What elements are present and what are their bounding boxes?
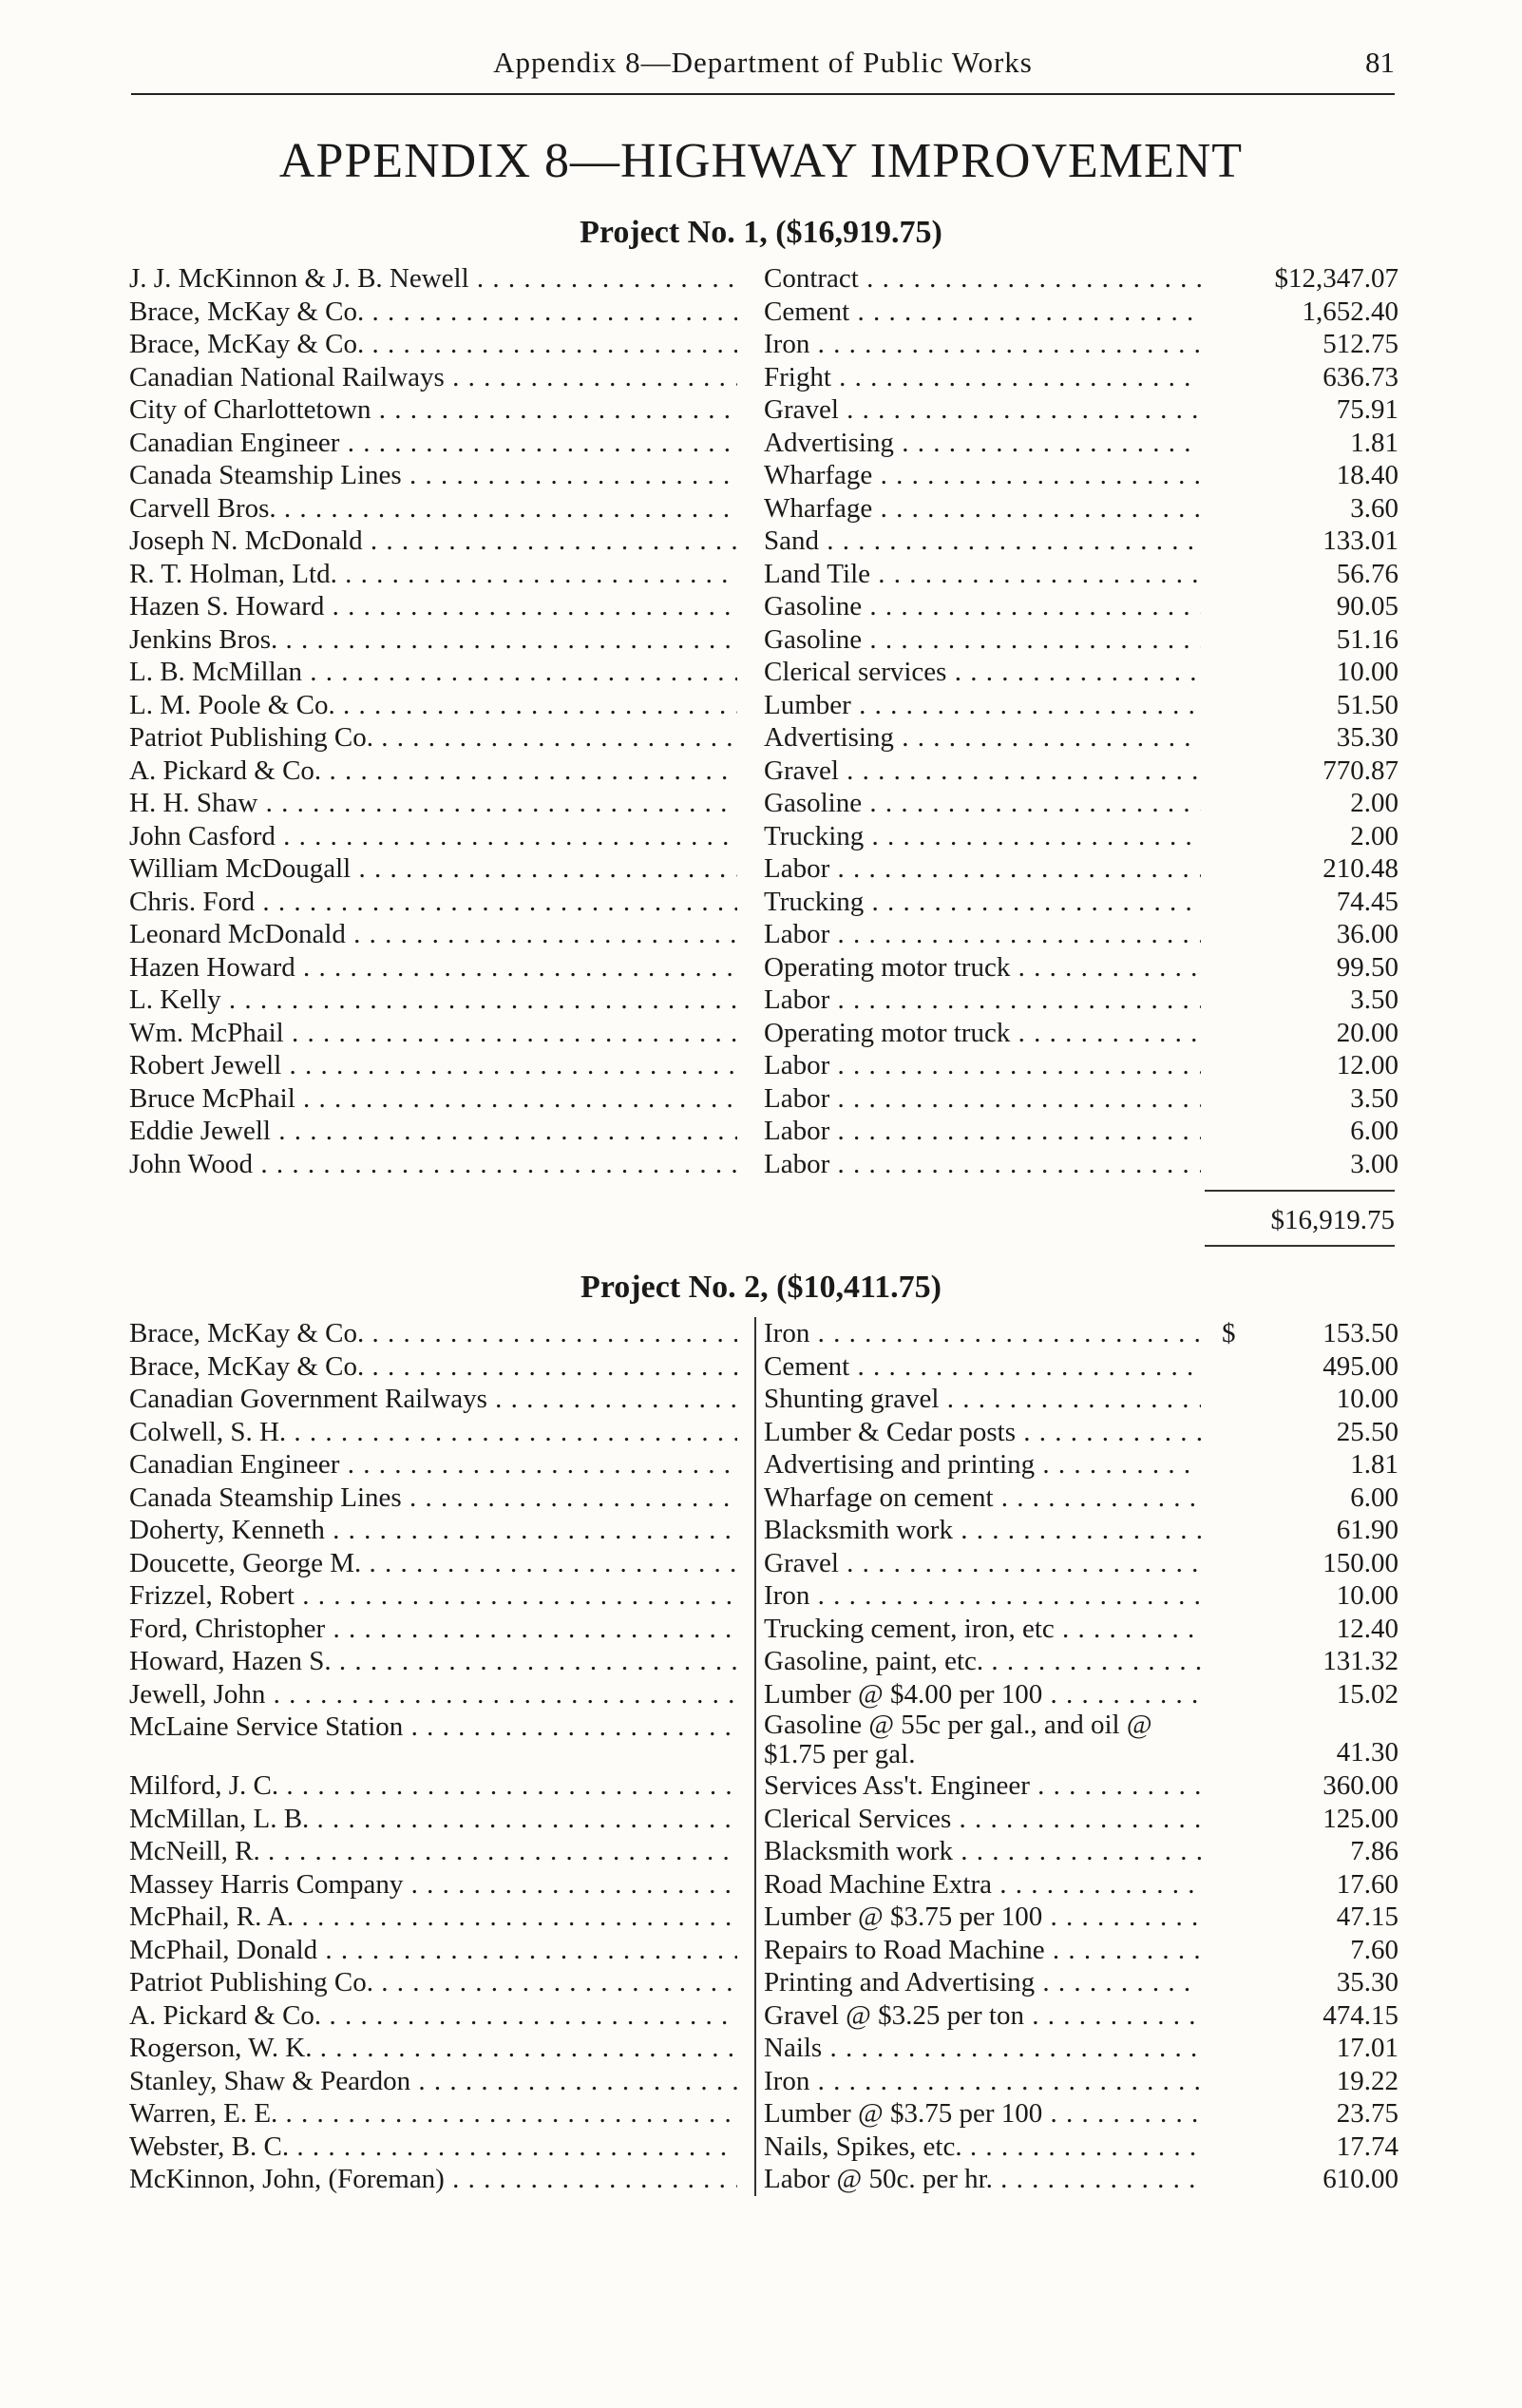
ledger-row: [129, 1901, 1398, 1934]
total-rule-bottom: [1205, 1245, 1395, 1247]
expense-description: Printing and Advertising . . .: [764, 1966, 1201, 1999]
ledger-row: [129, 427, 1398, 460]
payee-name: McKinnon, John, (Foreman) . . .: [129, 2163, 737, 2196]
payee-name: L. Kelly . . .: [129, 984, 737, 1017]
expense-amount: 25.50: [1336, 1416, 1398, 1447]
payee-name: L. M. Poole & Co. . . .: [129, 689, 737, 722]
payee-name: H. H. Shaw . . .: [129, 787, 737, 820]
project-2-ledger: [129, 1317, 1398, 2196]
page-title: APPENDIX 8—HIGHWAY IMPROVEMENT: [278, 134, 1244, 188]
expense-description: Trucking cement, iron, etc . . .: [764, 1613, 1201, 1646]
expense-description: Gasoline . . .: [764, 623, 1201, 657]
expense-amount: 610.00: [1322, 2164, 1398, 2194]
expense-description: Wharfage . . .: [764, 492, 1201, 526]
expense-description: Wharfage . . .: [764, 459, 1201, 492]
ledger-row: [129, 1868, 1398, 1902]
payee-name: Canadian Engineer . . .: [129, 1448, 737, 1481]
ledger-row: [129, 1082, 1398, 1116]
expense-amount: 1.81: [1350, 427, 1398, 458]
payee-name: R. T. Holman, Ltd. . . .: [129, 558, 737, 591]
ledger-row: [129, 623, 1398, 657]
payee-name: Massey Harris Company . . .: [129, 1868, 737, 1902]
payee-name: Brace, McKay & Co. . . .: [129, 296, 737, 329]
payee-name: Leonard McDonald . . .: [129, 918, 737, 951]
ledger-row: [129, 492, 1398, 526]
ledger-row: [129, 1710, 1398, 1769]
expense-amount: 512.75: [1322, 329, 1398, 359]
expense-amount: 7.86: [1350, 1836, 1398, 1866]
payee-name: Jewell, John . . .: [129, 1678, 737, 1711]
project-2-heading: Project No. 2, ($10,411.75): [580, 1270, 942, 1305]
project-1-ledger: [129, 262, 1398, 1180]
expense-description: Advertising . . .: [764, 427, 1201, 460]
ledger-row: [129, 2065, 1398, 2098]
ledger-row: [129, 1678, 1398, 1711]
expense-description: Trucking . . .: [764, 820, 1201, 853]
payee-name: Brace, McKay & Co. . . .: [129, 1350, 737, 1384]
ledger-row: [129, 755, 1398, 788]
ledger-row: [129, 1416, 1398, 1449]
expense-amount: 15.02: [1336, 1678, 1398, 1710]
payee-name: Eddie Jewell . . .: [129, 1115, 737, 1148]
total-rule: [1205, 1190, 1395, 1192]
expense-description: Operating motor truck . . .: [764, 1017, 1201, 1050]
expense-amount: 10.00: [1336, 1384, 1398, 1414]
expense-amount: 20.00: [1336, 1017, 1398, 1048]
expense-amount: 3.60: [1350, 492, 1398, 524]
expense-description: Advertising and printing . . .: [764, 1448, 1201, 1481]
expense-amount: 56.76: [1336, 558, 1398, 589]
expense-description: Clerical services . . .: [764, 656, 1201, 689]
expense-amount: 3.50: [1350, 1082, 1398, 1114]
payee-name: William McDougall . . .: [129, 852, 737, 886]
expense-amount: 131.32: [1322, 1646, 1398, 1676]
payee-name: McPhail, R. A. . . .: [129, 1901, 737, 1934]
expense-amount: 1,652.40: [1302, 296, 1398, 327]
expense-description: Sand . . .: [764, 525, 1201, 558]
payee-name: Canadian Engineer . . .: [129, 427, 737, 460]
ledger-row: [129, 852, 1398, 886]
expense-amount: 10.00: [1336, 1580, 1398, 1611]
ledger-row: [129, 1148, 1398, 1181]
ledger-row: [129, 1835, 1398, 1868]
ledger-row: [129, 1769, 1398, 1803]
payee-name: Howard, Hazen S. . . .: [129, 1645, 737, 1678]
expense-description: Lumber @ $3.75 per 100 . . .: [764, 1901, 1201, 1934]
ledger-row: [129, 1579, 1398, 1613]
expense-description: Advertising . . .: [764, 721, 1201, 755]
expense-description: Labor @ 50c. per hr. . . .: [764, 2163, 1201, 2196]
expense-description: Road Machine Extra . . .: [764, 1868, 1201, 1902]
expense-description: Contract . . .: [764, 262, 1201, 296]
payee-name: Colwell, S. H. . . .: [129, 1416, 737, 1449]
payee-name: Chris. Ford . . .: [129, 886, 737, 919]
ledger-row: [129, 1383, 1398, 1416]
payee-name: John Wood . . .: [129, 1148, 737, 1181]
expense-description: Lumber @ $3.75 per 100 . . .: [764, 2097, 1201, 2131]
ledger-row: [129, 328, 1398, 361]
ledger-row: [129, 361, 1398, 394]
expense-description: Labor . . .: [764, 852, 1201, 886]
dollar-sign: $: [1222, 1318, 1236, 1348]
expense-amount: 133.01: [1322, 526, 1398, 556]
ledger-row: [129, 2163, 1398, 2196]
ledger-row: [129, 262, 1398, 296]
expense-description: Iron . . .: [764, 2065, 1201, 2098]
expense-amount: 19.22: [1336, 2065, 1398, 2096]
expense-description: Labor . . .: [764, 984, 1201, 1017]
ledger-row: [129, 1613, 1398, 1646]
expense-description: Nails . . .: [764, 2032, 1201, 2065]
expense-description: Trucking . . .: [764, 886, 1201, 919]
expense-amount: 495.00: [1322, 1350, 1398, 1382]
expense-description: Iron . . .: [764, 328, 1201, 361]
expense-description: Blacksmith work . . .: [764, 1514, 1201, 1547]
expense-description: Iron . . .: [764, 1317, 1201, 1350]
expense-amount: 125.00: [1322, 1803, 1398, 1834]
expense-amount: 74.45: [1336, 886, 1398, 917]
expense-amount: 61.90: [1336, 1515, 1398, 1545]
ledger-row: [129, 525, 1398, 558]
expense-description: Gravel . . .: [764, 393, 1201, 427]
ledger-row: [129, 689, 1398, 722]
expense-description: Gasoline @ 55c per gal., and oil @ $1.75 per gal.: [764, 1710, 1152, 1769]
expense-amount: 210.48: [1322, 853, 1398, 884]
expense-description: Gravel . . .: [764, 755, 1201, 788]
ledger-row: [129, 1966, 1398, 1999]
payee-name: Webster, B. C. . . .: [129, 2131, 737, 2164]
ledger-row: [129, 886, 1398, 919]
expense-description: Lumber @ $4.00 per 100 . . .: [764, 1678, 1201, 1711]
ledger-row: [129, 1481, 1398, 1515]
ledger-row: [129, 1514, 1398, 1547]
payee-name: L. B. McMillan . . .: [129, 656, 737, 689]
ledger-row: [129, 1017, 1398, 1050]
expense-amount: 1.81: [1350, 1449, 1398, 1480]
payee-name: A. Pickard & Co. . . .: [129, 755, 737, 788]
expense-amount: 47.15: [1336, 1902, 1398, 1932]
ledger-row: [129, 1350, 1398, 1384]
expense-description: Lumber . . .: [764, 689, 1201, 722]
ledger-row: [129, 393, 1398, 427]
payee-name: Canada Steamship Lines . . .: [129, 1481, 737, 1515]
expense-amount: 770.87: [1322, 755, 1398, 786]
expense-description: Gravel @ $3.25 per ton . . .: [764, 1999, 1201, 2033]
ledger-row: [129, 1934, 1398, 1967]
payee-name: Jenkins Bros. . . .: [129, 623, 737, 657]
payee-name: A. Pickard & Co. . . .: [129, 1999, 737, 2033]
expense-description: Gasoline, paint, etc. . . .: [764, 1645, 1201, 1678]
ledger-row: [129, 1448, 1398, 1481]
project-1-heading: Project No. 1, ($16,919.75): [580, 215, 942, 250]
ledger-row: [129, 1645, 1398, 1678]
expense-description: Labor . . .: [764, 1082, 1201, 1116]
expense-description: Labor . . .: [764, 1148, 1201, 1181]
expense-amount: 17.60: [1336, 1868, 1398, 1900]
expense-amount: 23.75: [1336, 2098, 1398, 2129]
expense-description: Nails, Spikes, etc. . . .: [764, 2131, 1201, 2164]
expense-amount: 150.00: [1322, 1547, 1398, 1578]
ledger-row: [129, 656, 1398, 689]
payee-name: Joseph N. McDonald . . .: [129, 525, 737, 558]
ledger-row: [129, 1547, 1398, 1580]
ledger-row: [129, 459, 1398, 492]
ledger-row: [129, 1803, 1398, 1836]
payee-name: John Casford . . .: [129, 820, 737, 853]
payee-name: Stanley, Shaw & Peardon . . .: [129, 2065, 737, 2098]
expense-amount: 153.50: [1322, 1318, 1398, 1348]
expense-amount: 360.00: [1322, 1770, 1398, 1801]
payee-name: McMillan, L. B. . . .: [129, 1803, 737, 1836]
expense-amount: 7.60: [1350, 1934, 1398, 1965]
expense-description: Shunting gravel . . .: [764, 1383, 1201, 1416]
expense-amount: 10.00: [1336, 657, 1398, 687]
ledger-row: [129, 1049, 1398, 1082]
payee-name: J. J. McKinnon & J. B. Newell . . .: [129, 262, 737, 296]
expense-description: Iron . . .: [764, 1579, 1201, 1613]
expense-amount: 12.40: [1336, 1613, 1398, 1644]
ledger-row: [129, 1999, 1398, 2033]
payee-name: Brace, McKay & Co. . . .: [129, 328, 737, 361]
expense-amount: 17.01: [1336, 2033, 1398, 2063]
expense-description: Gasoline . . .: [764, 590, 1201, 623]
payee-name: Canadian National Railways . . .: [129, 361, 737, 394]
payee-name: Bruce McPhail . . .: [129, 1082, 737, 1116]
payee-name: Canada Steamship Lines . . .: [129, 459, 737, 492]
payee-name: McLaine Service Station . . .: [129, 1710, 737, 1744]
expense-amount: 17.74: [1336, 2131, 1398, 2162]
expense-description: Lumber & Cedar posts . . .: [764, 1416, 1201, 1449]
payee-name: Doucette, George M. . . .: [129, 1547, 737, 1580]
payee-name: Hazen Howard . . .: [129, 951, 737, 984]
payee-name: Doherty, Kenneth . . .: [129, 1514, 737, 1547]
ledger-row: [129, 2131, 1398, 2164]
payee-name: Ford, Christopher . . .: [129, 1613, 737, 1646]
payee-name: City of Charlottetown . . .: [129, 393, 737, 427]
expense-description: Labor . . .: [764, 918, 1201, 951]
payee-name: Frizzel, Robert . . .: [129, 1579, 737, 1613]
payee-name: Robert Jewell . . .: [129, 1049, 737, 1082]
expense-amount: 6.00: [1350, 1481, 1398, 1513]
payee-name: Carvell Bros. . . .: [129, 492, 737, 526]
expense-description: Cement . . .: [764, 1350, 1201, 1384]
expense-amount: 474.15: [1322, 1999, 1398, 2031]
payee-name: McPhail, Donald . . .: [129, 1934, 737, 1967]
ledger-row: [129, 951, 1398, 984]
running-head-title: Appendix 8—Department of Public Works: [493, 46, 1033, 79]
page-number: 81: [1365, 46, 1395, 79]
expense-description: Wharfage on cement . . .: [764, 1481, 1201, 1515]
expense-amount: 99.50: [1336, 951, 1398, 983]
ledger-row: [129, 1317, 1398, 1350]
ledger-row: [129, 1115, 1398, 1148]
expense-amount: 18.40: [1336, 460, 1398, 490]
payee-name: Warren, E. E. . . .: [129, 2097, 737, 2131]
ledger-row: [129, 984, 1398, 1017]
ledger-row: [129, 787, 1398, 820]
payee-name: Milford, J. C. . . .: [129, 1769, 737, 1803]
payee-name: Wm. McPhail . . .: [129, 1017, 737, 1050]
expense-amount: 41.30: [1336, 1737, 1398, 1768]
payee-name: McNeill, R. . . .: [129, 1835, 737, 1868]
expense-description: Operating motor truck . . .: [764, 951, 1201, 984]
running-head: [131, 46, 1395, 95]
expense-amount: 90.05: [1336, 591, 1398, 621]
column-divider: [754, 1317, 756, 2196]
ledger-row: [129, 2097, 1398, 2131]
expense-description: Cement . . .: [764, 296, 1201, 329]
expense-amount: 3.50: [1350, 984, 1398, 1015]
ledger-row: [129, 721, 1398, 755]
expense-amount: $12,347.07: [1274, 263, 1398, 294]
ledger-row: [129, 820, 1398, 853]
ledger-row: [129, 558, 1398, 591]
expense-description: Gravel . . .: [764, 1547, 1201, 1580]
payee-name: Hazen S. Howard . . .: [129, 590, 737, 623]
payee-name: Canadian Government Railways . . .: [129, 1383, 737, 1416]
expense-description: Labor . . .: [764, 1049, 1201, 1082]
payee-name: Brace, McKay & Co. . . .: [129, 1317, 737, 1350]
expense-description: Land Tile . . .: [764, 558, 1201, 591]
expense-amount: 36.00: [1336, 919, 1398, 949]
expense-description: Fright . . .: [764, 361, 1201, 394]
ledger-row: [129, 918, 1398, 951]
payee-name: Patriot Publishing Co. . . .: [129, 1966, 737, 1999]
expense-amount: 6.00: [1350, 1116, 1398, 1146]
expense-description: Labor . . .: [764, 1115, 1201, 1148]
payee-name: Rogerson, W. K. . . .: [129, 2032, 737, 2065]
ledger-row: [129, 2032, 1398, 2065]
expense-amount: 51.16: [1336, 623, 1398, 655]
expense-amount: 35.30: [1336, 1967, 1398, 1997]
expense-amount: 51.50: [1336, 689, 1398, 720]
expense-amount: 12.00: [1336, 1050, 1398, 1080]
expense-amount: 636.73: [1322, 361, 1398, 392]
expense-description: Services Ass't. Engineer . . .: [764, 1769, 1201, 1803]
expense-amount: 2.00: [1350, 820, 1398, 851]
project-1-total: $16,919.75: [1270, 1205, 1395, 1235]
expense-description: Clerical Services . . .: [764, 1803, 1201, 1836]
expense-description: Blacksmith work . . .: [764, 1835, 1201, 1868]
expense-description: Repairs to Road Machine . . .: [764, 1934, 1201, 1967]
ledger-row: [129, 590, 1398, 623]
expense-amount: 2.00: [1350, 788, 1398, 818]
ledger-row: [129, 296, 1398, 329]
expense-amount: 35.30: [1336, 722, 1398, 753]
payee-name: Patriot Publishing Co. . . .: [129, 721, 737, 755]
expense-amount: 75.91: [1336, 394, 1398, 425]
expense-description: Gasoline . . .: [764, 787, 1201, 820]
expense-amount: 3.00: [1350, 1148, 1398, 1179]
